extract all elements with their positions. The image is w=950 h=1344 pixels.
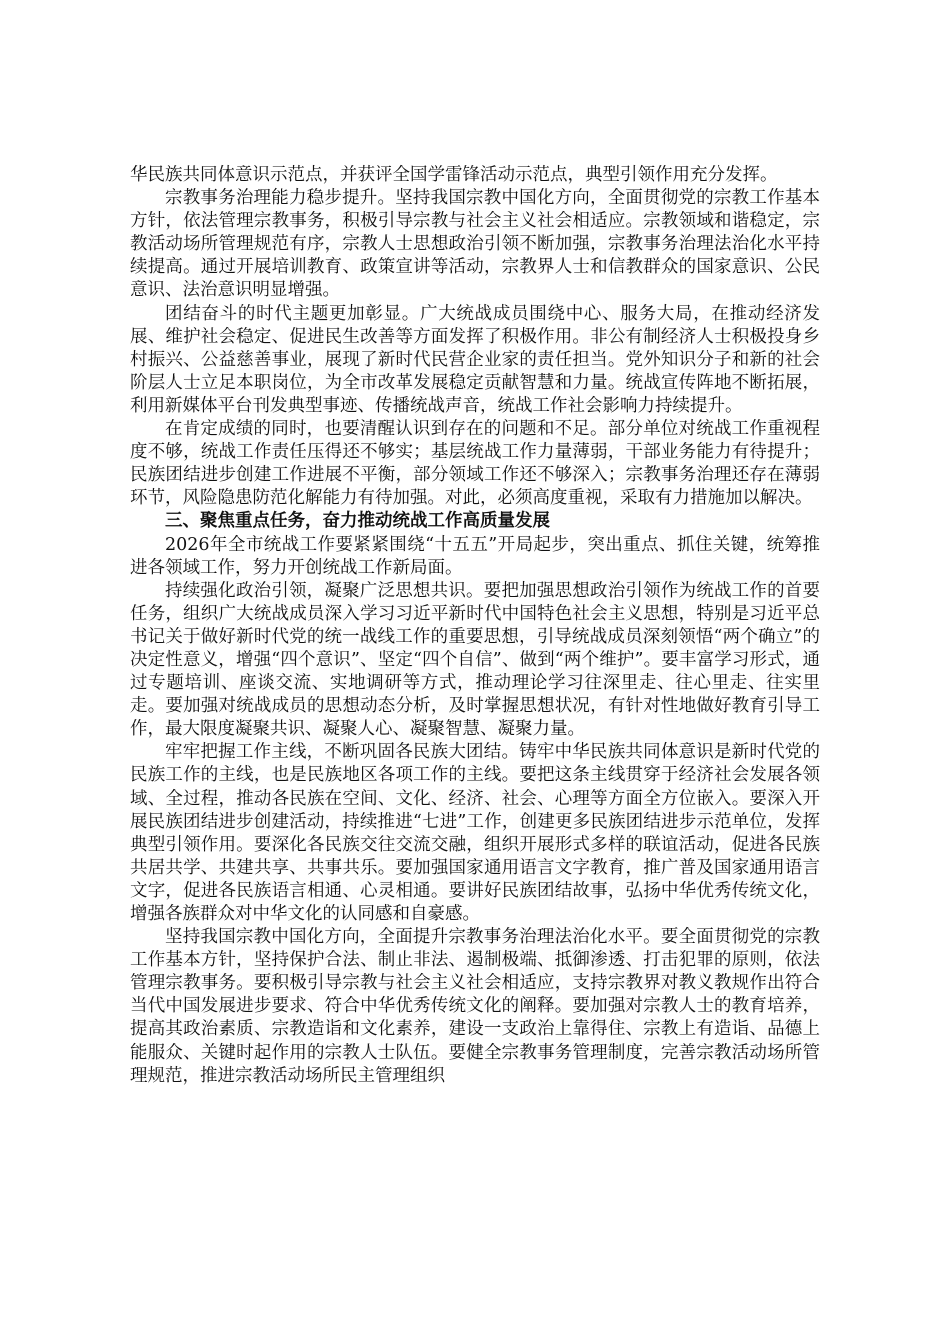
paragraph-2: 宗教事务治理能力稳步提升。坚持我国宗教中国化方向，全面贯彻党的宗教工作基本方针，依法管理宗教事务，积极引导宗教与社会主义社会相适应。宗教领域和谐稳定，宗教活动场所管理规范有序，宗教人士思想政治引领不断加强，宗教事务治理法治化水平持续提高。通过开展培训教育、政策宣讲等活动，宗教界人士和信教群众的国家意识、公民意识、法治意识明显增强。 xyxy=(130,188,820,301)
paragraph-4: 在肯定成绩的同时，也要清醒认识到存在的问题和不足。部分单位对统战工作重视程度不够，统战工作责任压得还不够实；基层统战工作力量薄弱，干部业务能力有待提升；民族团结进步创建工作进展不平衡，部分领域工作还不够深入；宗教事务治理还存在薄弱环节，风险隐患防范化解能力有待加强。对此，必须高度重视，采取有力措施加以解决。 xyxy=(130,419,820,509)
paragraph-6: 持续强化政治引领，凝聚广泛思想共识。要把加强思想政治引领作为统战工作的首要任务，组织广大统战成员深入学习习近平新时代中国特色社会主义思想，特别是习近平总书记关于做好新时代党的统一战线工作的重要思想，引导统战成员深刻领悟“两个确立”的决定性意义，增强“四个意识”、坚定“四个自信”、做到“两个维护”。要丰富学习形式，通过专题培训、座谈交流、实地调研等方式，推动理论学习往深里走、往心里走、往实里走。要加强对统战成员的思想动态分析，及时掌握思想状况，有针对性地做好教育引导工作，最大限度凝聚共识、凝聚人心、凝聚智慧、凝聚力量。 xyxy=(130,580,820,740)
paragraph-5: 2026年全市统战工作要紧紧围绕“十五五”开局起步，突出重点、抓住关键，统筹推进各领域工作，努力开创统战工作新局面。 xyxy=(130,534,820,578)
paragraph-1: 华民族共同体意识示范点，并获评全国学雷锋活动示范点，典型引领作用充分发挥。 xyxy=(130,165,778,185)
paragraph-8: 坚持我国宗教中国化方向，全面提升宗教事务治理法治化水平。要全面贯彻党的宗教工作基本方针，坚持保护合法、制止非法、遏制极端、抵御渗透、打击犯罪的原则，依法管理宗教事务。要积极引导宗教与社会主义社会相适应，支持宗教界对教义教规作出符合当代中国发展进步要求、符合中华优秀传统文化的阐释。要加强对宗教人士的教育培养，提高其政治素质、宗教造诣和文化素养，建设一支政治上靠得住、宗教上有造诣、品德上能服众、关键时起作用的宗教人士队伍。要健全宗教事务管理制度，完善宗教活动场所管理规范，推进宗教活动场所民主管理组织 xyxy=(130,927,820,1086)
section-heading-3: 三、聚焦重点任务，奋力推动统战工作高质量发展 xyxy=(165,511,550,532)
paragraph-3: 团结奋斗的时代主题更加彰显。广大统战成员围绕中心、服务大局，在推动经济发展、维护社会稳定、促进民生改善等方面发挥了积极作用。非公有制经济人士积极投身乡村振兴、公益慈善事业，展现了新时代民营企业家的责任担当。党外知识分子和新的社会阶层人士立足本职岗位，为全市改革发展稳定贡献智慧和力量。统战宣传阵地不断拓展，利用新媒体平台刊发典型事迹、传播统战声音，统战工作社会影响力持续提升。 xyxy=(130,303,820,416)
document-body xyxy=(130,164,820,1088)
paragraph-7: 牢牢把握工作主线，不断巩固各民族大团结。铸牢中华民族共同体意识是新时代党的民族工作的主线，也是民族地区各项工作的主线。要把这条主线贯穿于经济社会发展各领域、全过程，推动各民族在空间、文化、经济、社会、心理等方面全方位嵌入。要深入开展民族团结进步创建活动，持续推进“七进”工作，创建更多民族团结进步示范单位，发挥典型引领作用。要深化各民族交往交流交融，组织开展形式多样的联谊活动，促进各民族共居共学、共建共享、共事共乐。要加强国家通用语言文字教育，推广普及国家通用语言文字，促进各民族语言相通、心灵相通。要讲好民族团结故事，弘扬中华优秀传统文化，增强各族群众对中华文化的认同感和自豪感。 xyxy=(130,742,820,924)
